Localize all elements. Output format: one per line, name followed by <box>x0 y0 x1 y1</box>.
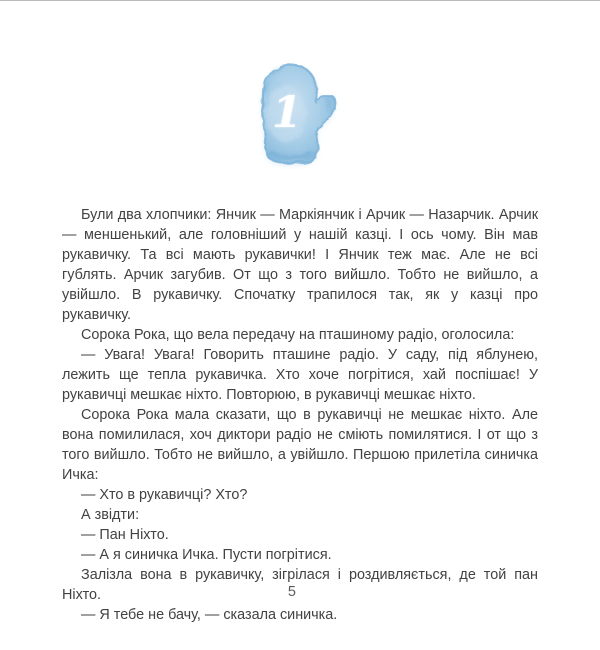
page-number: 5 <box>287 584 297 600</box>
story-paragraph: — Пан Ніхто. <box>81 527 169 543</box>
story-paragraph: — Хто в рукавичці? Хто? <box>81 487 248 503</box>
story-text <box>62 205 538 625</box>
chapter-number: 1 <box>272 88 302 138</box>
chapter-mitten-badge <box>248 52 358 172</box>
story-paragraph: Були два хлопчики: Янчик — Маркіянчик і Арчик — Назарчик. Арчик — меншенький, але головніший у нашій казці. І ось чому. Він мав рукавичку. Та всі мають рукавички! І Янчик теж має. Але не всі гублять. Арчик загубив. От що з того вийшло. Тобто не вийшло, а увійшло. В рукавичку. Спочатку трапилося так, як у казці про рукавичку. <box>62 207 538 323</box>
story-paragraph: — А я синичка Ичка. Пусти погрітися. <box>81 547 332 563</box>
page-top-edge <box>0 0 600 1</box>
story-paragraph: Сорока Рока мала сказати, що в рукавичці не мешкає ніхто. Але вона помилилася, хоч диктори радіо не сміють помилятися. І от що з того вийшло. Тобто не вийшло, а увійшло. Першою прилетіла синичка Ичка: <box>62 407 538 483</box>
story-paragraph: — Я тебе не бачу, — сказала синичка. <box>81 607 338 623</box>
story-paragraph: Залізла вона в рукавичку, зігрілася і роздивляється, де той пан Ніхто. <box>62 567 538 603</box>
story-paragraph: — Увага! Увага! Говорить пташине радіо. У саду, під яблунею, лежить ще тепла рукавичка. Хто хоче погрітися, хай поспішає! У рукавичці мешкає ніхто. Повторюю, в рукавичці мешкає ніхто. <box>62 347 538 403</box>
story-paragraph: Сорока Рока, що вела передачу на пташиному радіо, оголосила: <box>81 327 515 343</box>
story-paragraph: А звідти: <box>81 507 140 523</box>
